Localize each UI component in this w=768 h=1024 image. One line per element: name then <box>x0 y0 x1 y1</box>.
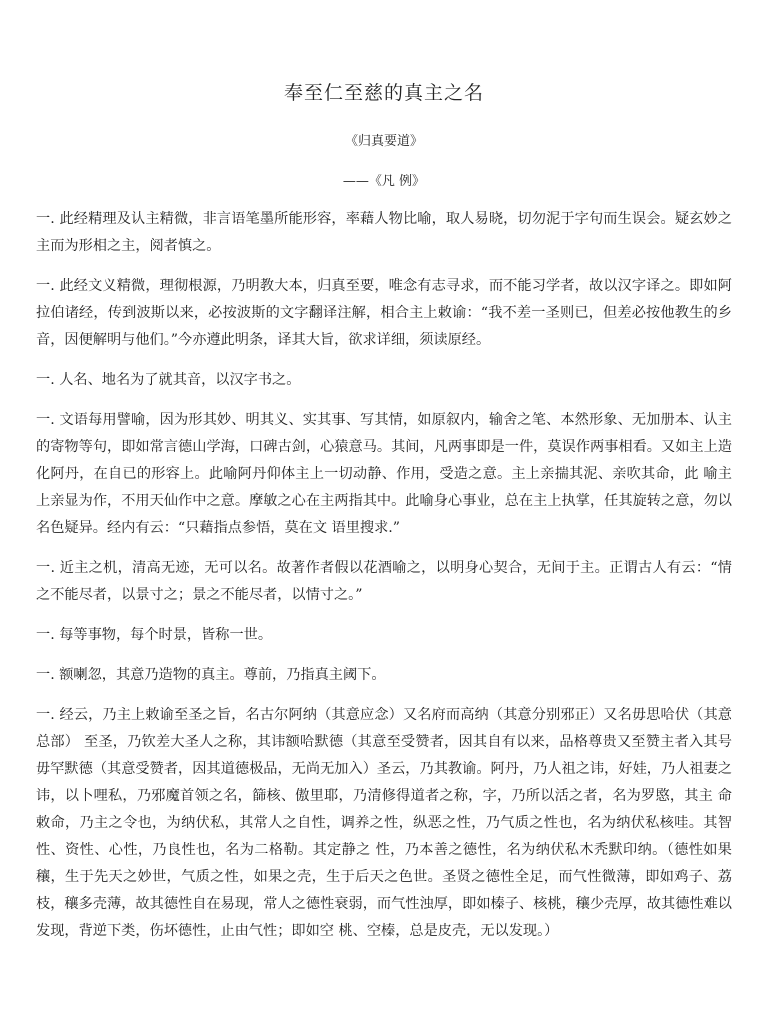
document-title: 奉至仁至慈的真主之名 <box>283 82 484 104</box>
book-title: 《归真要道》 <box>344 134 423 149</box>
section-heading: ——《凡 例》 <box>342 174 426 189</box>
paragraph: 一. 此经精理及认主精微，非言语笔墨所能形容，率藉人物比喻，取人易晓，切勿泥于字句而生误会。疑玄妙之主而为形相之主，阅者慎之。 <box>36 211 732 254</box>
paragraph: 一. 人名、地名为了就其音，以汉字书之。 <box>36 372 301 388</box>
paragraph-list <box>36 206 732 945</box>
paragraph: 一. 文语每用譬喻，因为形其妙、明其义、实其事、写其情，如原叙内，输舍之笔、本然形象、无加册本、认主的寄物等句，即如常言德山学海，口碑古剑，心猿意马。其间，凡两事即是一件，莫误作两事相看。又如主上造化阿丹，在自已的形容上。此喻阿丹仰体主上一切动静、作用，受造之意。主上亲揣其泥、亲吹其命，此 喻主上亲显为作，不用天仙作中之意。摩敏之心在主两指其中。此喻身心事业，总在主上执掌，任其旋转之意，勿以名色疑异。经内有云：“只藉指点参悟，莫在文 语里搜求.” <box>36 412 732 536</box>
paragraph: 一. 此经文义精微，理彻根源，乃明教大本，归真至要，唯念有志寻求，而不能习学者，故以汉字译之。即如阿拉伯诸经，传到波斯以来，必按波斯的文字翻译注解，相合主上敕谕：“我不差一圣则已，但差必按他教生的乡音，因便解明与他们。”今亦遵此明条，译其大旨，欲求详细，须读原经。 <box>36 278 732 348</box>
paragraph: 一. 每等事物，每个时景，皆称一世。 <box>36 627 273 643</box>
paragraph: 一. 经云，乃主上敕谕至圣之旨，名古尔阿纳（其意应念）又名府而高纳（其意分别邪正）又名毋思哈伏（其意总部） 至圣，乃钦差大圣人之称，其讳额哈默德（其意至受赞者，因其自有以来，品格尊贵又至赞主者入其号毋罕默德（其意受赞者，因其道德极品，无尚无加入）圣云，乃其教谕。阿丹，乃人祖之讳，好娃，乃人祖妻之讳，以卜哩私，乃邪魔首领之名，篩核、傲里耶，乃清修得道者之称，字，乃所以活之者，名为罗愍，其主 命敕命，乃主之令也，为纳伏私，其常人之自性，调养之性，纵恶之性，乃气质之性也，名为纳伏私核哇。其智性、资性、心性，乃良性也，名为二格勒。其定静之 性，乃本善之德性，名为纳伏私木秃默印纳。（德性如果穰，生于先天之妙世，气质之性，如果之壳，生于后天之色世。圣贤之德性全足，而气性微薄，即如鸡子、荔枝，穰多壳薄，故其德性自在易现，常人之德性衰弱，而气性浊厚，即如榛子、核桃，穰少壳厚，故其德性难以发现，背逆下类，伤坏德性，止由气性；即如空 桃、空榛，总是皮壳，无以发现。） <box>36 707 732 939</box>
paragraph: 一. 额喇忽，其意乃造物的真主。尊前，乃指真主阈下。 <box>36 667 386 683</box>
paragraph: 一. 近主之机，清高无迹，无可以名。故著作者假以花酒喻之，以明身心契合，无间于主。正谓古人有云：“情之不能尽者，以景寸之；景之不能尽者，以情寸之。” <box>36 560 732 603</box>
